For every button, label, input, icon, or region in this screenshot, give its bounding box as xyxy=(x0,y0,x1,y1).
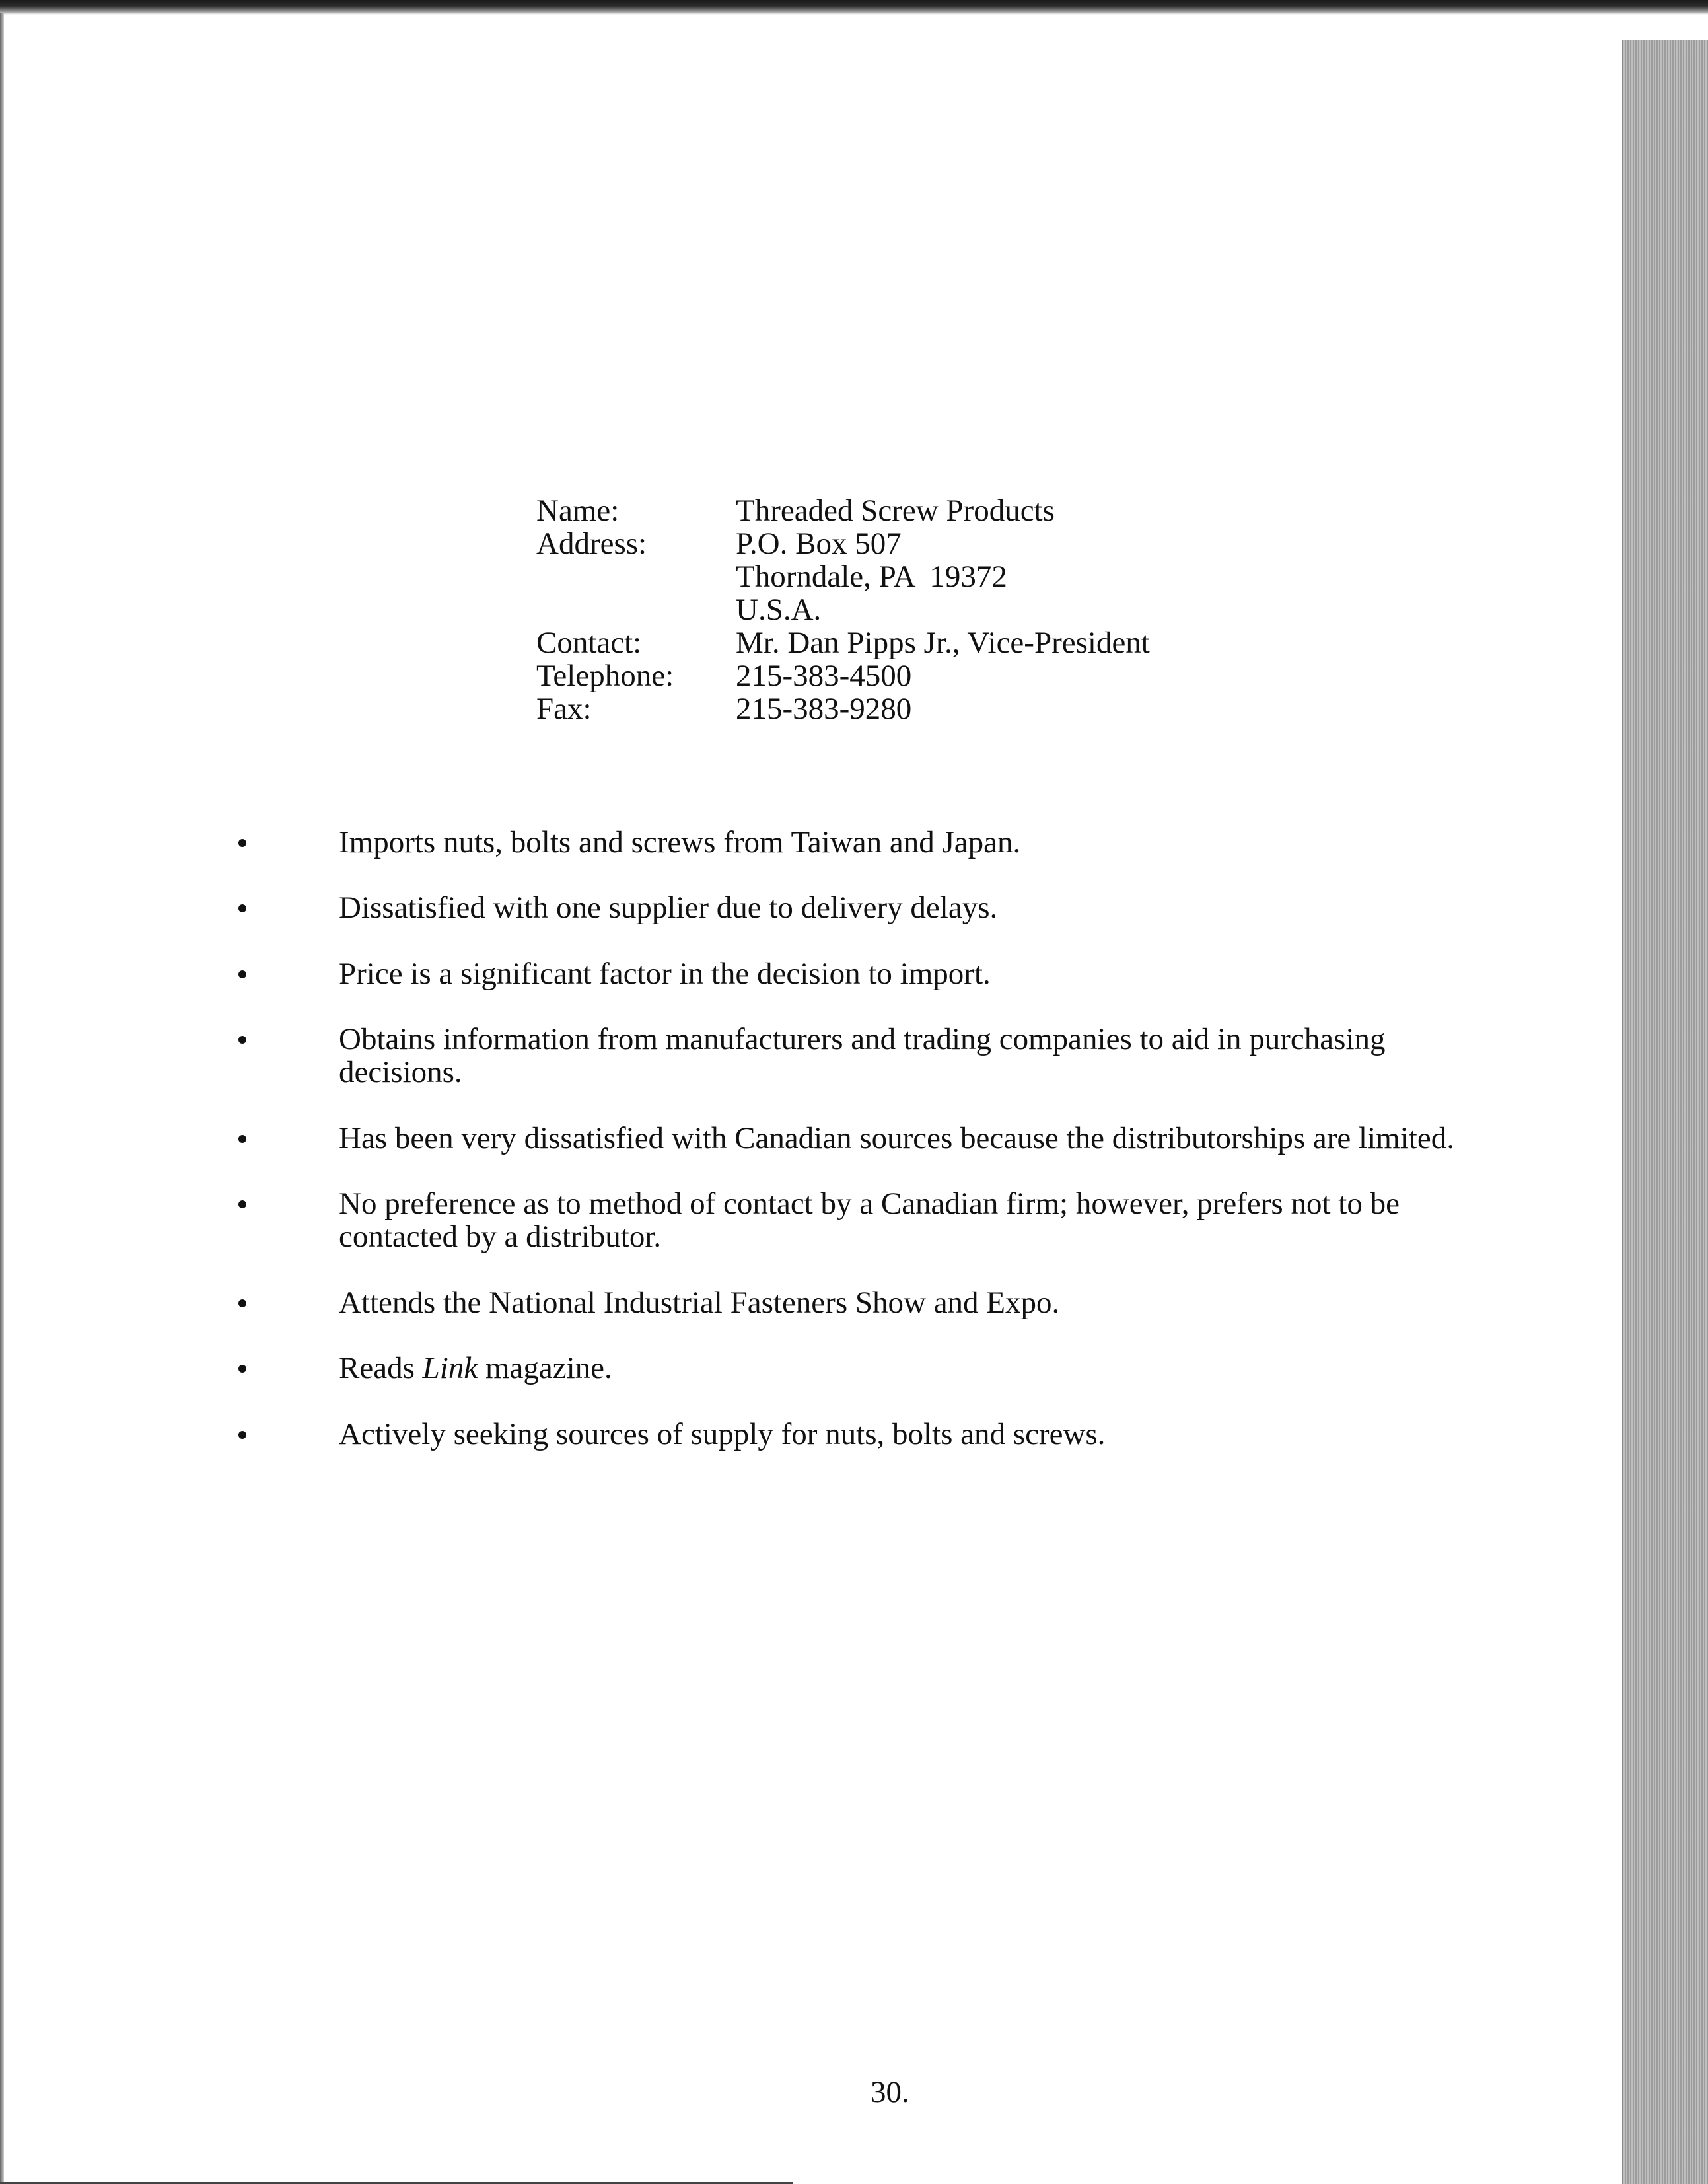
bullet-dot-icon xyxy=(238,904,246,912)
fax-number: 215-383-9280 xyxy=(736,692,912,726)
bullet-dot-icon xyxy=(238,1299,246,1307)
address-row xyxy=(536,527,1150,560)
bullet-dot-icon xyxy=(238,970,246,978)
name-label: Name: xyxy=(536,493,620,528)
contact-person: Mr. Dan Pipps Jr., Vice-President xyxy=(736,626,1150,660)
page-number: 30. xyxy=(871,2075,909,2109)
fax-label: Fax: xyxy=(536,692,592,726)
fax-row xyxy=(536,692,1150,725)
telephone-label: Telephone: xyxy=(536,659,674,693)
bullet-dot-icon xyxy=(238,839,246,847)
telephone-number: 215-383-4500 xyxy=(736,659,912,693)
bullet-dot-icon xyxy=(238,1135,246,1143)
bullet-text-after: magazine. xyxy=(478,1351,612,1385)
bullet-text-before: Reads xyxy=(339,1351,423,1385)
bullet-text: Obtains information from manufacturers and trading companies to aid in purchasing decisions. xyxy=(339,1022,1386,1089)
bullet-text: Imports nuts, bolts and screws from Taiwan and Japan. xyxy=(339,825,1021,859)
address-line-2: Thorndale, PA 19372 xyxy=(736,560,1007,594)
bullet-text: Actively seeking sources of supply for nuts, bolts and screws. xyxy=(339,1417,1106,1451)
name-row xyxy=(536,494,1150,527)
bullet-text xyxy=(339,1352,1528,1385)
telephone-row xyxy=(536,659,1150,692)
bullet-text: Has been very dissatisfied with Canadian sources because the distributorships are limited. xyxy=(339,1121,1454,1155)
scan-right-edge xyxy=(1622,40,1708,2184)
bullet-text: Price is a significant factor in the decision to import. xyxy=(339,957,991,991)
magazine-title: Link xyxy=(422,1351,478,1385)
address-line-3: U.S.A. xyxy=(736,593,822,627)
bullet-dot-icon xyxy=(238,1200,246,1208)
contact-label: Contact: xyxy=(536,626,642,660)
address-row-3 xyxy=(536,593,1150,626)
bullet-text: No preference as to method of contact by a Canadian firm; however, prefers not to be contacted by a distributor. xyxy=(339,1186,1400,1254)
scan-top-shadow xyxy=(0,0,1708,15)
bullet-dot-icon xyxy=(238,1036,246,1044)
bullet-text: Dissatisfied with one supplier due to delivery delays. xyxy=(339,891,998,925)
scan-left-edge xyxy=(0,13,4,2184)
address-label: Address: xyxy=(536,527,647,561)
contact-block xyxy=(536,494,1150,725)
bullet-dot-icon xyxy=(238,1431,246,1439)
bullet-text: Attends the National Industrial Fasteners Show and Expo. xyxy=(339,1286,1060,1320)
address-row-2 xyxy=(536,560,1150,593)
contact-row xyxy=(536,626,1150,659)
company-name: Threaded Screw Products xyxy=(736,493,1055,528)
bullet-dot-icon xyxy=(238,1365,246,1373)
address-line-1: P.O. Box 507 xyxy=(736,527,902,561)
